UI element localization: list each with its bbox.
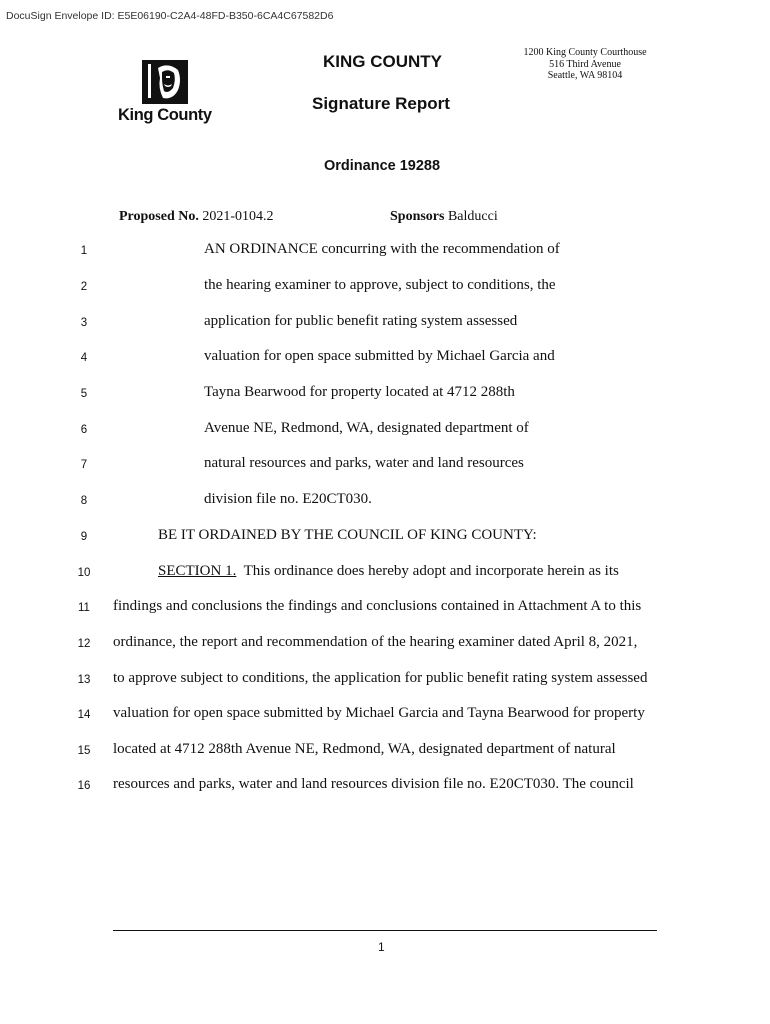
line-number: 13 [77, 674, 91, 686]
ordinance-number: Ordinance 19288 [324, 158, 441, 174]
line-number: 10 [77, 567, 91, 579]
line-number: 6 [80, 424, 88, 436]
docusign-envelope-id: DocuSign Envelope ID: E5E06190-C2A4-48FD-B350-6CA4C67582D6 [6, 10, 334, 22]
line-number: 11 [78, 602, 90, 614]
ordinance-line: BE IT ORDAINED BY THE COUNCIL OF KING COUNTY: [158, 527, 537, 543]
report-title: Signature Report [312, 94, 450, 113]
line-number: 16 [77, 780, 91, 792]
ordinance-line: findings and conclusions the findings and conclusions contained in Attachment A to this [113, 598, 642, 614]
section-text: This ordinance does hereby adopt and incorporate herein as its [236, 563, 619, 579]
ordinance-line: to approve subject to conditions, the application for public benefit rating system assessed [113, 670, 648, 686]
address-block [510, 47, 660, 82]
sponsors [390, 209, 498, 225]
line-number: 5 [80, 388, 88, 400]
logo-wordmark: King County [118, 106, 212, 124]
proposed-value: 2021-0104.2 [202, 209, 274, 224]
sponsors-value: Balducci [447, 209, 498, 224]
ordinance-line: resources and parks, water and land resources division file no. E20CT030. The council [113, 776, 634, 792]
ordinance-line: AN ORDINANCE concurring with the recommendation of [204, 241, 560, 257]
ordinance-line: natural resources and parks, water and land resources [204, 455, 524, 471]
footer-divider [113, 930, 657, 931]
sponsors-label: Sponsors [390, 209, 445, 224]
line-number: 1 [80, 245, 88, 257]
line-number: 14 [77, 709, 91, 721]
ordinance-line: Avenue NE, Redmond, WA, designated department of [204, 420, 529, 436]
line-number: 9 [80, 531, 88, 543]
ordinance-line: valuation for open space submitted by Michael Garcia and [204, 348, 555, 364]
page-number: 1 [378, 940, 385, 954]
address-line: 516 Third Avenue [549, 58, 621, 70]
line-number: 12 [77, 638, 91, 650]
ordinance-line: Tayna Bearwood for property located at 4712 288th [204, 384, 515, 400]
ordinance-line: the hearing examiner to approve, subject to conditions, the [204, 277, 556, 293]
address-line: 1200 King County Courthouse [523, 47, 647, 58]
address-line: Seattle, WA 98104 [547, 70, 623, 81]
ordinance-line: ordinance, the report and recommendation of the hearing examiner dated April 8, 2021, [113, 634, 638, 650]
line-number: 3 [80, 317, 88, 329]
ordinance-line: division file no. E20CT030. [204, 491, 372, 507]
county-title: KING COUNTY [323, 52, 442, 71]
ordinance-line [158, 563, 619, 580]
ordinance-line: application for public benefit rating system assessed [204, 313, 518, 329]
section-heading: SECTION 1. [158, 563, 237, 579]
line-number: 8 [80, 495, 88, 507]
proposed-number [119, 209, 274, 225]
ordinance-line: located at 4712 288th Avenue NE, Redmond, WA, designated department of natural [113, 741, 616, 757]
proposed-label: Proposed No. [119, 209, 199, 224]
line-number: 4 [80, 352, 88, 364]
line-number: 15 [77, 745, 91, 757]
ordinance-line: valuation for open space submitted by Michael Garcia and Tayna Bearwood for property [113, 705, 645, 721]
line-number: 2 [80, 281, 88, 293]
line-number: 7 [80, 459, 88, 471]
mlk-portrait-icon [142, 60, 188, 104]
